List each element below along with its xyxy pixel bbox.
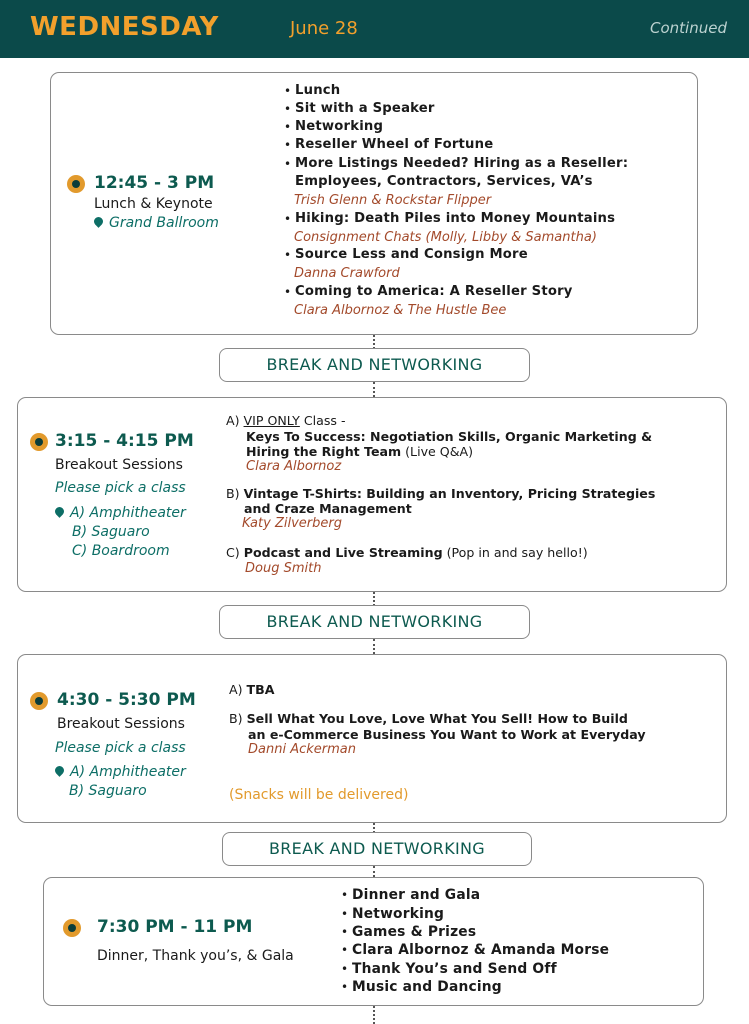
pick-class-label: Please pick a class <box>55 740 186 756</box>
break-banner: BREAK AND NETWORKING <box>219 605 530 639</box>
agenda-item: • Hiking: Death Piles into Money Mountains <box>295 210 615 228</box>
room-list: B) Saguaro <box>72 524 150 540</box>
speaker-name: Clara Albornoz <box>246 459 342 474</box>
agenda-item: • Sit with a Speaker <box>295 100 435 118</box>
agenda-item: • Lunch <box>295 82 340 100</box>
class-b: B) Vintage T-Shirts: Building an Inventory, Pricing Strategies <box>226 486 656 501</box>
class-b: B) Sell What You Love, Love What You Sell! How to Build <box>229 711 628 726</box>
speaker-name: Trish Glenn & Rockstar Flipper <box>294 193 492 208</box>
agenda-item-cont: Employees, Contractors, Services, VA’s <box>295 174 593 189</box>
session-time: 4:30 - 5:30 PM <box>57 690 196 710</box>
location-pin-icon <box>53 505 66 518</box>
room-list: B) Saguaro <box>69 783 147 799</box>
agenda-item: • More Listings Needed? Hiring as a Reseller: <box>295 155 628 173</box>
connector-line <box>373 866 375 877</box>
agenda-item: • Clara Albornoz & Amanda Morse <box>352 941 609 959</box>
session-card-lunch <box>50 72 698 335</box>
break-banner: BREAK AND NETWORKING <box>222 832 532 866</box>
agenda-item: • Networking <box>352 905 444 923</box>
agenda-item: • Thank You’s and Send Off <box>352 960 557 978</box>
session-title: Breakout Sessions <box>57 716 185 732</box>
pick-class-label: Please pick a class <box>55 480 186 496</box>
connector-line <box>373 382 375 397</box>
class-a: A) VIP ONLY Class - <box>226 413 346 428</box>
room-list: A) Amphitheater <box>55 504 186 523</box>
class-b-title-2: and Craze Management <box>244 501 412 516</box>
session-time: 3:15 - 4:15 PM <box>55 431 194 451</box>
continued-label: Continued <box>650 19 727 37</box>
session-title: Dinner, Thank you’s, & Gala <box>97 948 294 964</box>
time-dot-icon <box>63 919 81 937</box>
connector-line <box>373 335 375 349</box>
class-c: C) Podcast and Live Streaming (Pop in and say hello!) <box>226 545 588 560</box>
location-pin-icon <box>53 764 66 777</box>
speaker-name: Clara Albornoz & The Hustle Bee <box>294 303 507 318</box>
session-card-breakout-1 <box>17 397 727 592</box>
session-title: Breakout Sessions <box>55 457 183 473</box>
connector-line <box>373 1006 375 1024</box>
session-card-breakout-2 <box>17 654 727 823</box>
speaker-name: Danni Ackerman <box>248 742 356 757</box>
agenda-item: • Music and Dancing <box>352 978 502 996</box>
agenda-item: • Coming to America: A Reseller Story <box>295 283 573 301</box>
location-pin-icon <box>92 215 105 228</box>
day-title: WEDNESDAY <box>30 12 219 42</box>
agenda-item: • Dinner and Gala <box>352 886 480 904</box>
time-dot-icon <box>30 692 48 710</box>
agenda-item: • Games & Prizes <box>352 923 476 941</box>
page-header <box>0 0 749 58</box>
agenda-item: • Networking <box>295 118 383 136</box>
class-a-title-2: Hiring the Right Team (Live Q&A) <box>246 444 474 459</box>
snacks-note: (Snacks will be delivered) <box>229 787 409 803</box>
speaker-name: Consignment Chats (Molly, Libby & Samantha) <box>294 230 597 245</box>
class-a-title: Keys To Success: Negotiation Skills, Organic Marketing & <box>246 429 653 444</box>
speaker-name: Danna Crawford <box>294 266 400 281</box>
session-time: 12:45 - 3 PM <box>94 173 215 193</box>
connector-line <box>373 639 375 654</box>
room-list: C) Boardroom <box>72 543 170 559</box>
agenda-item: • Source Less and Consign More <box>295 246 528 264</box>
session-time: 7:30 PM - 11 PM <box>97 917 253 937</box>
session-location: Grand Ballroom <box>94 214 219 233</box>
connector-line <box>373 592 375 606</box>
class-b-title-2: an e-Commerce Business You Want to Work at Everyday <box>248 727 646 742</box>
class-a: A) TBA <box>229 682 275 697</box>
session-card-gala <box>43 877 704 1006</box>
break-banner: BREAK AND NETWORKING <box>219 348 530 382</box>
time-dot-icon <box>67 175 85 193</box>
speaker-name: Katy Zilverberg <box>242 516 342 531</box>
time-dot-icon <box>30 433 48 451</box>
date-label: June 28 <box>290 18 358 39</box>
room-list: A) Amphitheater <box>55 763 186 782</box>
session-title: Lunch & Keynote <box>94 196 213 212</box>
agenda-item: • Reseller Wheel of Fortune <box>295 136 493 154</box>
speaker-name: Doug Smith <box>245 561 322 576</box>
